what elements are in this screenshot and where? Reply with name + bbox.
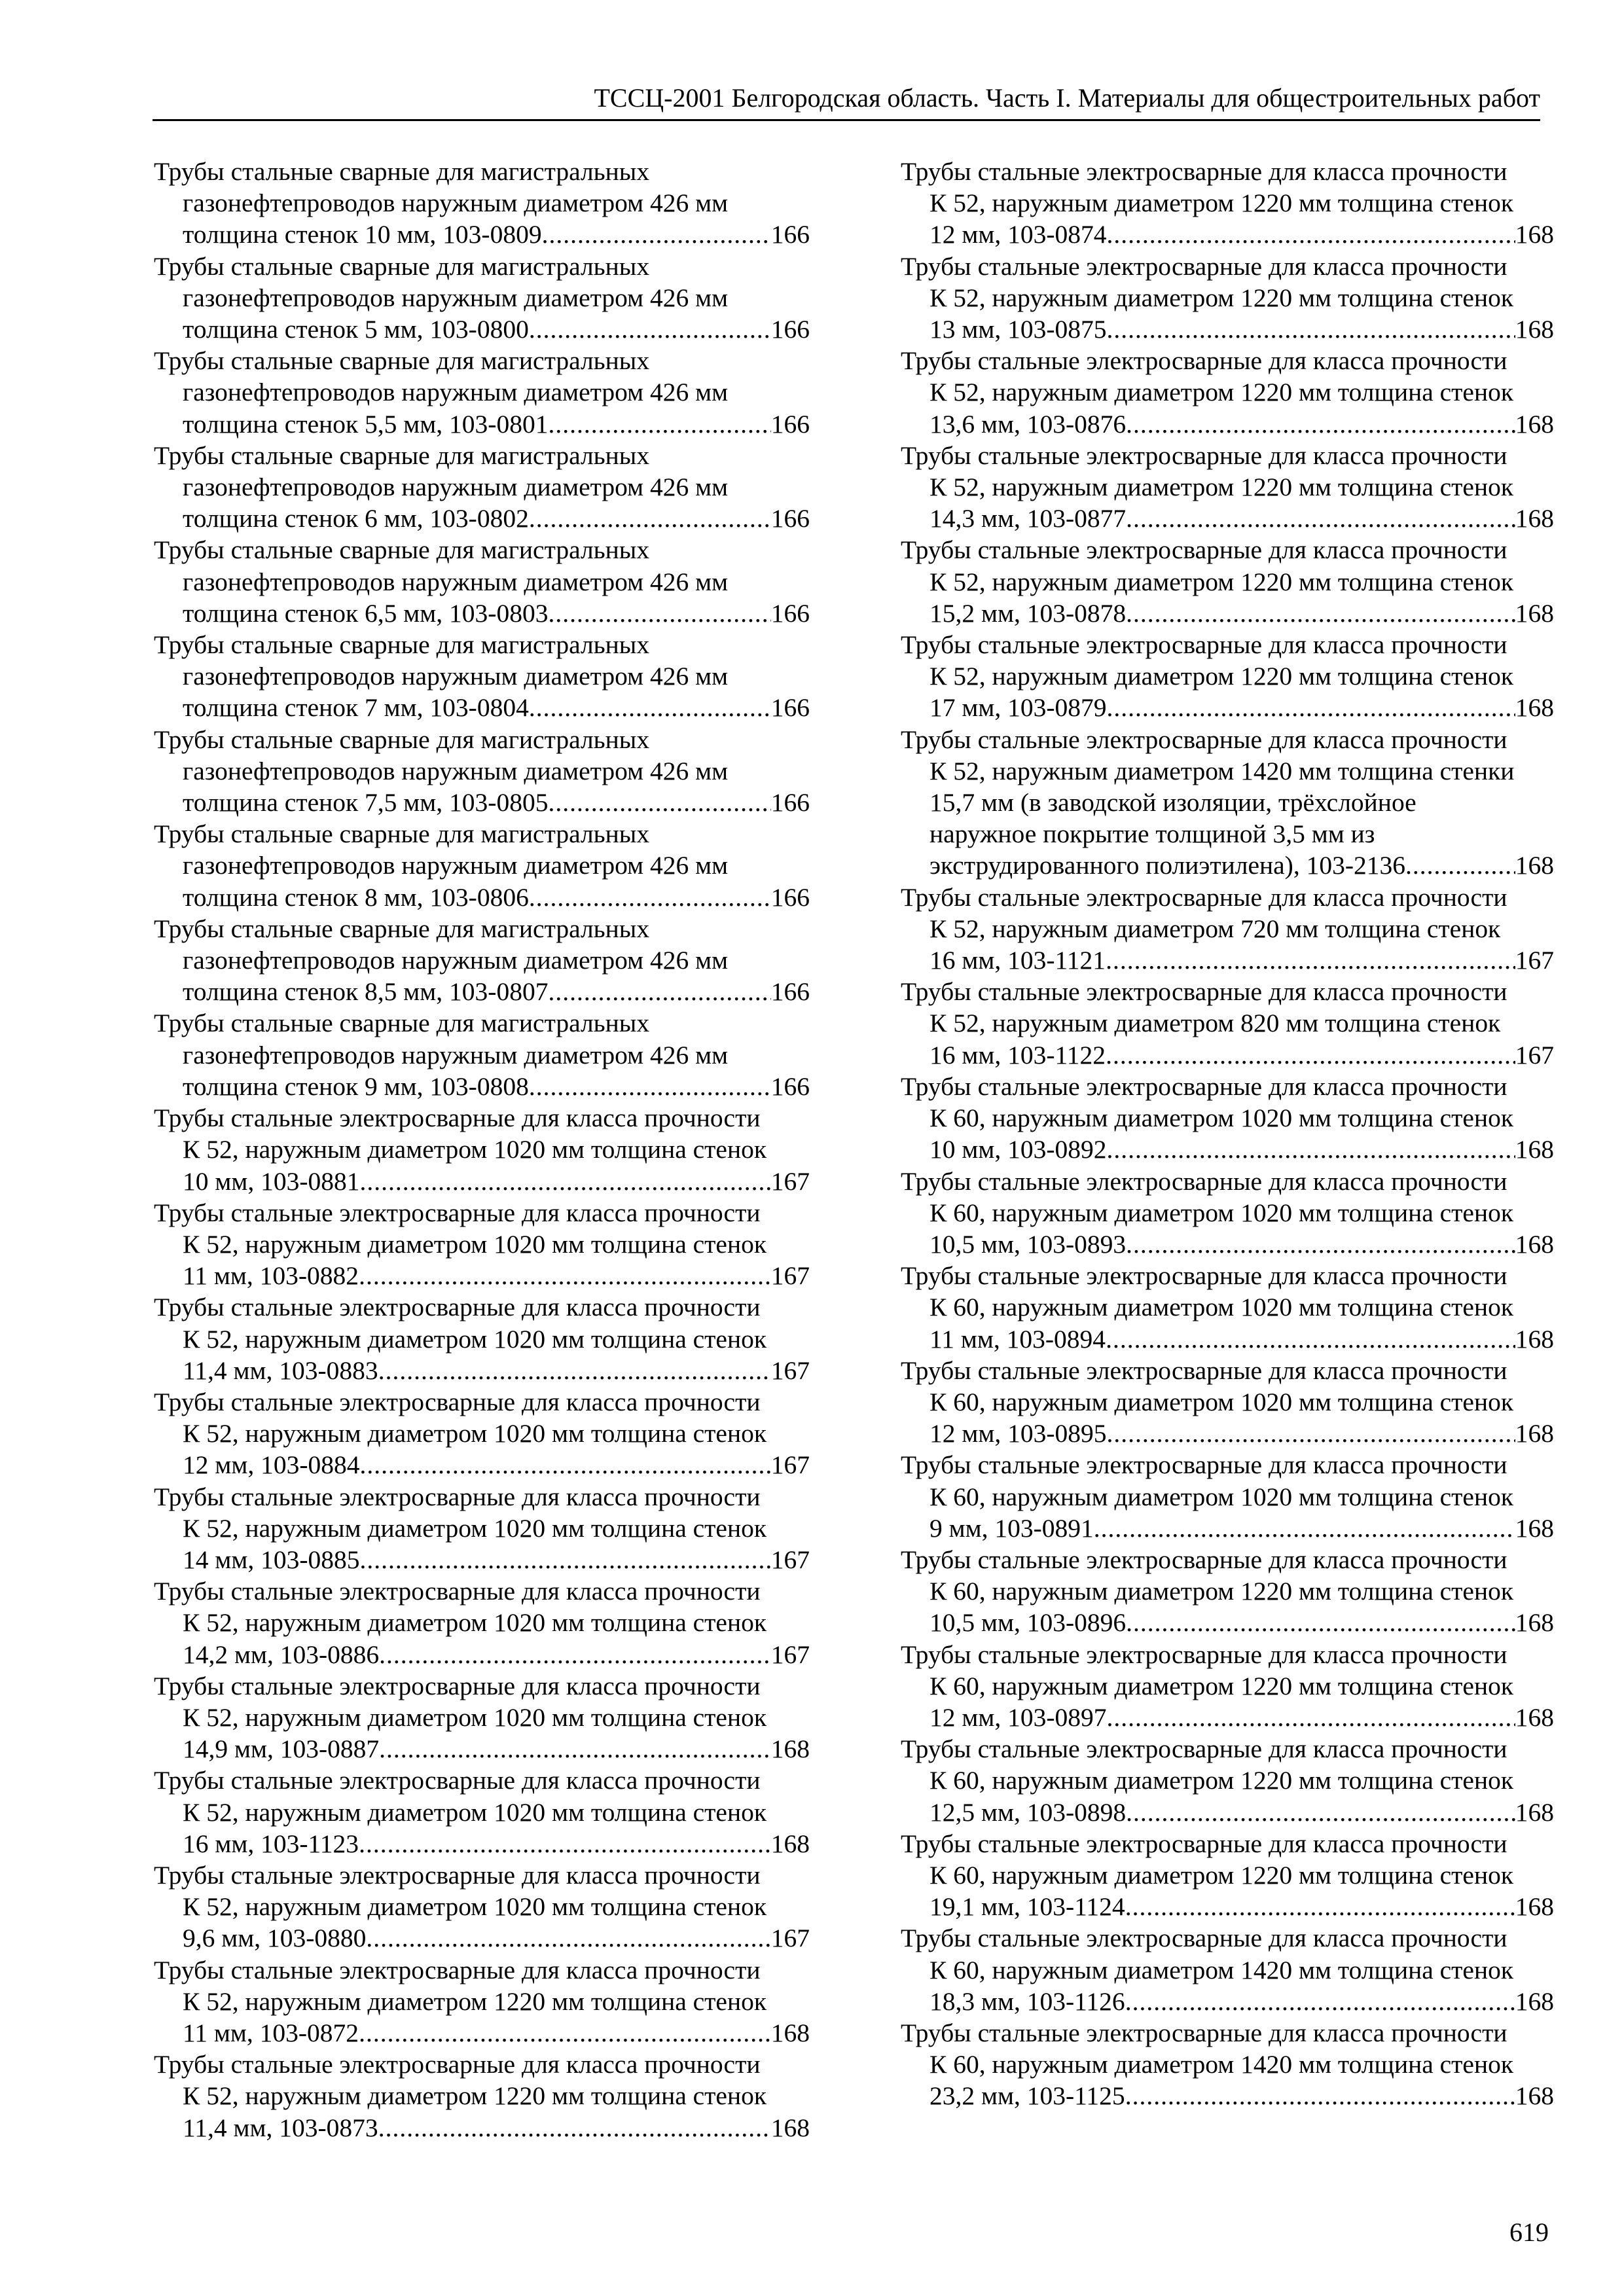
dot-leader (1125, 1891, 1515, 1922)
index-entry (154, 2049, 810, 2144)
index-entry (154, 629, 810, 724)
entry-line: Трубы стальные электросварные для класса прочности (901, 535, 1507, 565)
page-reference: 168 (1515, 1892, 1554, 1922)
entry-line: Трубы стальные электросварные для класса прочности (154, 1387, 761, 1416)
entry-line: Трубы стальные электросварные для класса прочности (901, 157, 1507, 186)
entry-line: К 52, наружным диаметром 1020 мм толщина стенок (183, 1608, 767, 1638)
entry-line: 10,5 мм, 103-0893 (929, 1229, 1127, 1259)
dot-leader (529, 1071, 771, 1102)
entry-line: 16 мм, 103-1122 (929, 1040, 1106, 1069)
index-entry (154, 1007, 810, 1102)
entry-line: Трубы стальные электросварные для класса прочности (901, 630, 1507, 660)
dot-leader (1107, 1418, 1515, 1449)
page-reference: 168 (1515, 1229, 1554, 1259)
dot-leader (1107, 314, 1515, 345)
index-entry (901, 1166, 1554, 1261)
dot-leader (1126, 408, 1515, 440)
entry-line: К 60, наружным диаметром 1420 мм толщина стенок (929, 1955, 1514, 1984)
entry-line: К 52, наружным диаметром 1220 мм толщина стенок (929, 378, 1514, 407)
page-reference: 167 (770, 1355, 810, 1385)
index-entry (154, 156, 810, 251)
page-reference: 168 (770, 2113, 810, 2142)
dot-leader (1126, 598, 1515, 629)
entry-line: 12 мм, 103-0884 (183, 1450, 360, 1480)
entry-line: 9,6 мм, 103-0880 (183, 1924, 367, 1953)
entry-line: К 60, наружным диаметром 1020 мм толщина стенок (929, 1293, 1514, 1322)
entry-line: К 52, наружным диаметром 1020 мм толщина стенок (183, 1513, 767, 1543)
page-reference: 167 (770, 1545, 810, 1574)
dot-leader (378, 2112, 771, 2144)
index-entry (901, 156, 1554, 251)
page-reference: 167 (770, 1924, 810, 1953)
entry-line: толщина стенок 7 мм, 103-0804 (183, 693, 529, 723)
index-column-right (901, 156, 1554, 2112)
entry-line: 11,4 мм, 103-0883 (183, 1355, 378, 1385)
entry-line: Трубы стальные электросварные для класса прочности (154, 1293, 761, 1322)
entry-line: газонефтепроводов наружным диаметром 426 мм (183, 188, 729, 218)
page-reference: 167 (1515, 946, 1554, 975)
dot-leader (1106, 1039, 1515, 1071)
entry-line: 14,9 мм, 103-0887 (183, 1734, 380, 1764)
dot-leader (1126, 1607, 1515, 1638)
entry-line: толщина стенок 5 мм, 103-0800 (183, 315, 529, 344)
page-reference: 166 (770, 409, 810, 439)
entry-line: 12 мм, 103-0895 (929, 1419, 1107, 1448)
entry-line: 18,3 мм, 103-1126 (929, 1986, 1125, 2016)
index-entry (154, 1859, 810, 1954)
dot-leader (359, 1260, 771, 1291)
entry-line: 10,5 мм, 103-0896 (929, 1608, 1127, 1638)
dot-leader (360, 1166, 771, 1197)
index-entry (901, 1449, 1554, 1544)
index-entry (901, 724, 1554, 882)
index-entry (901, 1355, 1554, 1450)
dot-leader (1107, 692, 1515, 723)
entry-line: К 52, наружным диаметром 1220 мм толщина стенок (929, 473, 1514, 502)
entry-line: 14,3 мм, 103-0877 (929, 504, 1127, 533)
entry-line: 13 мм, 103-0875 (929, 315, 1107, 344)
page-reference: 168 (1515, 1324, 1554, 1354)
index-entry (154, 1386, 810, 1481)
index-entry (901, 976, 1554, 1071)
entry-line: Трубы стальные электросварные для класса прочности (901, 1829, 1507, 1858)
dot-leader (542, 219, 771, 250)
entry-line: 12,5 мм, 103-0898 (929, 1797, 1127, 1827)
index-column-left (154, 156, 810, 2144)
dot-leader (379, 1639, 771, 1670)
entry-line: толщина стенок 9 мм, 103-0808 (183, 1071, 529, 1101)
running-header (153, 79, 1540, 121)
dot-leader (1405, 850, 1515, 881)
index-entry (901, 882, 1554, 977)
index-entry (154, 818, 810, 913)
entry-line: толщина стенок 6,5 мм, 103-0803 (183, 598, 549, 628)
dot-leader (360, 1544, 771, 1575)
dot-leader (1107, 1702, 1515, 1733)
page-reference: 167 (770, 1166, 810, 1196)
entry-line: К 60, наружным диаметром 1020 мм толщина стенок (929, 1103, 1514, 1133)
entry-line: Трубы стальные сварные для магистральных (154, 535, 650, 565)
entry-line: К 52, наружным диаметром 1020 мм толщина стенок (183, 1892, 767, 1922)
dot-leader (548, 787, 770, 818)
entry-line: К 60, наружным диаметром 1020 мм толщина стенок (929, 1482, 1514, 1511)
index-entry (901, 2017, 1554, 2112)
dot-leader (379, 1733, 771, 1765)
entry-line: 11,4 мм, 103-0873 (183, 2113, 378, 2142)
page-reference: 168 (1515, 2081, 1554, 2111)
entry-line: Трубы стальные электросварные для класса прочности (901, 1450, 1507, 1480)
entry-line: К 52, наружным диаметром 1020 мм толщина стенок (183, 1797, 767, 1827)
entry-line: 14,2 мм, 103-0886 (183, 1640, 380, 1669)
entry-line: К 52, наружным диаметром 720 мм толщина стенок (929, 914, 1501, 943)
entry-line: Трубы стальные электросварные для класса прочности (154, 1482, 761, 1511)
entry-line: К 52, наружным диаметром 1020 мм толщина стенок (183, 1135, 767, 1164)
index-entry (154, 1765, 810, 1859)
dot-leader (359, 2017, 771, 2049)
dot-leader (529, 882, 771, 913)
page-reference: 166 (770, 598, 810, 628)
page-reference: 168 (1515, 315, 1554, 344)
entry-line: 9 мм, 103-0891 (929, 1513, 1094, 1543)
dot-leader (548, 598, 770, 629)
page-reference: 168 (770, 1829, 810, 1858)
page-reference: 166 (770, 220, 810, 249)
index-entry (154, 1575, 810, 1670)
entry-line: К 60, наружным диаметром 1020 мм толщина стенок (929, 1198, 1514, 1227)
index-entry (154, 345, 810, 440)
entry-line: Трубы стальные электросварные для класса прочности (901, 1924, 1507, 1953)
entry-line: Трубы стальные электросварные для класса прочности (154, 1860, 761, 1890)
page-reference: 168 (1515, 693, 1554, 723)
page-reference: 168 (1515, 1608, 1554, 1638)
entry-line: газонефтепроводов наружным диаметром 426 мм (183, 378, 729, 407)
entry-line: К 52, наружным диаметром 820 мм толщина стенок (929, 1009, 1501, 1038)
entry-line: Трубы стальные электросварные для класса прочности (901, 725, 1507, 754)
dot-leader (1126, 1229, 1515, 1260)
page-reference: 168 (1515, 220, 1554, 249)
index-entry (154, 913, 810, 1008)
entry-line: Трубы стальные электросварные для класса прочности (901, 1640, 1507, 1669)
dot-leader (378, 1355, 771, 1386)
page-reference: 168 (1515, 1419, 1554, 1448)
entry-line: К 52, наружным диаметром 1020 мм толщина стенок (183, 1324, 767, 1354)
dot-leader (359, 1828, 771, 1859)
entry-line: толщина стенок 5,5 мм, 103-0801 (183, 409, 549, 439)
entry-line: 14 мм, 103-0885 (183, 1545, 360, 1574)
index-entry (154, 1102, 810, 1197)
entry-line: К 60, наружным диаметром 1420 мм толщина стенок (929, 2050, 1514, 2079)
entry-line: Трубы стальные сварные для магистральных (154, 630, 650, 660)
entry-line: Трубы стальные электросварные для класса прочности (901, 882, 1507, 912)
page-reference: 166 (770, 788, 810, 817)
entry-line: газонефтепроводов наружным диаметром 426 мм (183, 946, 729, 975)
page-reference: 167 (1515, 1040, 1554, 1069)
page-reference: 168 (1515, 1513, 1554, 1543)
entry-line: Трубы стальные электросварные для класса прочности (154, 1103, 761, 1133)
entry-line: толщина стенок 10 мм, 103-0809 (183, 220, 542, 249)
entry-line: 11 мм, 103-0894 (929, 1324, 1106, 1354)
dot-leader (1125, 1986, 1515, 2017)
entry-line: Трубы стальные электросварные для класса прочности (901, 1071, 1507, 1101)
entry-line: Трубы стальные электросварные для класса прочности (901, 1355, 1507, 1385)
entry-line: толщина стенок 8 мм, 103-0806 (183, 882, 529, 912)
index-entry (154, 1954, 810, 2049)
index-entry (154, 1197, 810, 1292)
entry-line: К 60, наружным диаметром 1020 мм толщина стенок (929, 1387, 1514, 1416)
entry-line: К 52, наружным диаметром 1220 мм толщина стенок (183, 1986, 767, 2016)
page-reference: 168 (1515, 409, 1554, 439)
page-number: 619 (1509, 2217, 1549, 2247)
entry-line: Трубы стальные сварные для магистральных (154, 346, 650, 376)
index-entry (901, 1922, 1554, 2017)
dot-leader (529, 692, 771, 723)
entry-line: Трубы стальные сварные для магистральных (154, 819, 650, 849)
index-entry (901, 1260, 1554, 1355)
header-title: ТССЦ-2001 Белгородская область. Часть I. Материалы для общестроительных работ (594, 83, 1540, 113)
entry-line: толщина стенок 6 мм, 103-0802 (183, 504, 529, 533)
entry-line: Трубы стальные электросварные для класса прочности (901, 1166, 1507, 1196)
index-entry (901, 1639, 1554, 1734)
entry-line: Трубы стальные электросварные для класса прочности (154, 1671, 761, 1700)
index-entry (901, 1828, 1554, 1923)
index-entry (154, 1291, 810, 1386)
index-entry (901, 1544, 1554, 1639)
entry-line: 11 мм, 103-0872 (183, 2018, 359, 2047)
entry-line: газонефтепроводов наружным диаметром 426 мм (183, 283, 729, 312)
dot-leader (1126, 503, 1515, 534)
entry-line: газонефтепроводов наружным диаметром 426 мм (183, 473, 729, 502)
page-reference: 166 (770, 882, 810, 912)
entry-line: Трубы стальные сварные для магистральных (154, 440, 650, 470)
entry-line: 13,6 мм, 103-0876 (929, 409, 1127, 439)
index-entry (901, 534, 1554, 629)
dot-leader (366, 1922, 770, 1954)
entry-line: 12 мм, 103-0897 (929, 1702, 1107, 1732)
index-entry (901, 629, 1554, 724)
page-reference: 166 (770, 1071, 810, 1101)
entry-line: К 52, наружным диаметром 1220 мм толщина стенок (929, 662, 1514, 691)
entry-line: К 60, наружным диаметром 1220 мм толщина стенок (929, 1577, 1514, 1606)
entry-line: Трубы стальные электросварные для класса прочности (154, 2050, 761, 2079)
entry-line: газонефтепроводов наружным диаметром 426 мм (183, 662, 729, 691)
entry-line: 23,2 мм, 103-1125 (929, 2081, 1125, 2111)
entry-line: 11 мм, 103-0882 (183, 1261, 359, 1291)
entry-line: газонефтепроводов наружным диаметром 426 мм (183, 1040, 729, 1069)
index-entry (154, 534, 810, 629)
entry-line: К 52, наружным диаметром 1220 мм толщина стенок (183, 2081, 767, 2111)
entry-line: Трубы стальные электросварные для класса прочности (901, 1545, 1507, 1574)
page-reference: 168 (1515, 1135, 1554, 1164)
entry-line: толщина стенок 8,5 мм, 103-0807 (183, 977, 549, 1007)
entry-line: 10 мм, 103-0892 (929, 1135, 1107, 1164)
dot-leader (1106, 1323, 1515, 1355)
entry-line: Трубы стальные электросварные для класса прочности (901, 1734, 1507, 1764)
entry-line: Трубы стальные электросварные для класса прочности (901, 977, 1507, 1007)
entry-line: К 60, наружным диаметром 1220 мм толщина стенок (929, 1671, 1514, 1700)
entry-line: газонефтепроводов наружным диаметром 426 мм (183, 851, 729, 880)
dot-leader (529, 503, 771, 534)
index-entry (154, 251, 810, 346)
entry-line: Трубы стальные сварные для магистральных (154, 1009, 650, 1038)
dot-leader (1094, 1513, 1515, 1544)
entry-line: Трубы стальные электросварные для класса прочности (154, 1955, 761, 1984)
page-reference: 167 (770, 1640, 810, 1669)
entry-line: Трубы стальные электросварные для класса прочности (154, 1766, 761, 1795)
dot-leader (1126, 1797, 1515, 1828)
entry-line: газонефтепроводов наружным диаметром 426 мм (183, 756, 729, 785)
page-reference: 168 (1515, 1797, 1554, 1827)
dot-leader (548, 408, 770, 440)
dot-leader (1106, 944, 1515, 976)
page-reference: 168 (1515, 1986, 1554, 2016)
entry-line: К 52, наружным диаметром 1020 мм толщина стенок (183, 1702, 767, 1732)
page-reference: 166 (770, 315, 810, 344)
entry-line: К 52, наружным диаметром 1220 мм толщина стенок (929, 188, 1514, 218)
entry-line: 17 мм, 103-0879 (929, 693, 1107, 723)
index-entry (154, 1670, 810, 1765)
entry-line: К 52, наружным диаметром 1420 мм толщина стенки (929, 756, 1515, 785)
entry-line: 16 мм, 103-1121 (929, 946, 1106, 975)
index-entry (901, 251, 1554, 346)
dot-leader (548, 976, 770, 1007)
dot-leader (1107, 219, 1515, 250)
entry-line: 16 мм, 103-1123 (183, 1829, 359, 1858)
entry-line: Трубы стальные электросварные для класса прочности (901, 1261, 1507, 1291)
entry-line: экструдированного полиэтилена), 103-2136 (929, 851, 1405, 880)
entry-line: Трубы стальные электросварные для класса прочности (901, 251, 1507, 281)
entry-line: газонефтепроводов наружным диаметром 426 мм (183, 567, 729, 596)
entry-line: К 60, наружным диаметром 1220 мм толщина стенок (929, 1766, 1514, 1795)
index-entry (901, 440, 1554, 535)
entry-line: Трубы стальные сварные для магистральных (154, 157, 650, 186)
entry-line: 12 мм, 103-0874 (929, 220, 1107, 249)
entry-line: 10 мм, 103-0881 (183, 1166, 360, 1196)
entry-line: Трубы стальные электросварные для класса прочности (901, 346, 1507, 376)
page-reference: 168 (1515, 504, 1554, 533)
entry-line: 19,1 мм, 103-1124 (929, 1892, 1125, 1922)
index-entry (901, 345, 1554, 440)
entry-line: толщина стенок 7,5 мм, 103-0805 (183, 788, 549, 817)
entry-line: 15,7 мм (в заводской изоляции, трёхслойное (929, 788, 1416, 817)
page-reference: 168 (1515, 851, 1554, 880)
entry-line: К 52, наружным диаметром 1020 мм толщина стенок (183, 1419, 767, 1448)
index-entry (901, 1071, 1554, 1166)
entry-line: Трубы стальные электросварные для класса прочности (901, 440, 1507, 470)
entry-line: К 52, наружным диаметром 1220 мм толщина стенок (929, 567, 1514, 596)
page-reference: 167 (770, 1450, 810, 1480)
entry-line: Трубы стальные электросварные для класса прочности (154, 1198, 761, 1227)
index-entry (154, 1481, 810, 1576)
page-reference: 168 (1515, 1702, 1554, 1732)
page-reference: 166 (770, 504, 810, 533)
index-entry (901, 1733, 1554, 1828)
entry-line: 15,2 мм, 103-0878 (929, 598, 1127, 628)
entry-line: Трубы стальные электросварные для класса прочности (901, 2018, 1507, 2047)
entry-line: К 52, наружным диаметром 1020 мм толщина стенок (183, 1229, 767, 1259)
dot-leader (1125, 2080, 1515, 2111)
dot-leader (1107, 1134, 1515, 1165)
page-reference: 168 (1515, 598, 1554, 628)
entry-line: К 60, наружным диаметром 1220 мм толщина стенок (929, 1860, 1514, 1890)
page-reference: 166 (770, 977, 810, 1007)
entry-line: Трубы стальные сварные для магистральных (154, 725, 650, 754)
page-reference: 167 (770, 1261, 810, 1291)
page-reference: 168 (770, 1734, 810, 1764)
page-reference: 168 (770, 2018, 810, 2047)
entry-line: Трубы стальные электросварные для класса прочности (154, 1577, 761, 1606)
index-entry (154, 440, 810, 535)
entry-line: К 52, наружным диаметром 1220 мм толщина стенок (929, 283, 1514, 312)
entry-line: Трубы стальные сварные для магистральных (154, 251, 650, 281)
entry-line: наружное покрытие толщиной 3,5 мм из (929, 819, 1375, 849)
dot-leader (360, 1449, 771, 1480)
entry-line: Трубы стальные сварные для магистральных (154, 914, 650, 943)
page-reference: 166 (770, 693, 810, 723)
dot-leader (529, 314, 771, 345)
index-entry (154, 724, 810, 819)
